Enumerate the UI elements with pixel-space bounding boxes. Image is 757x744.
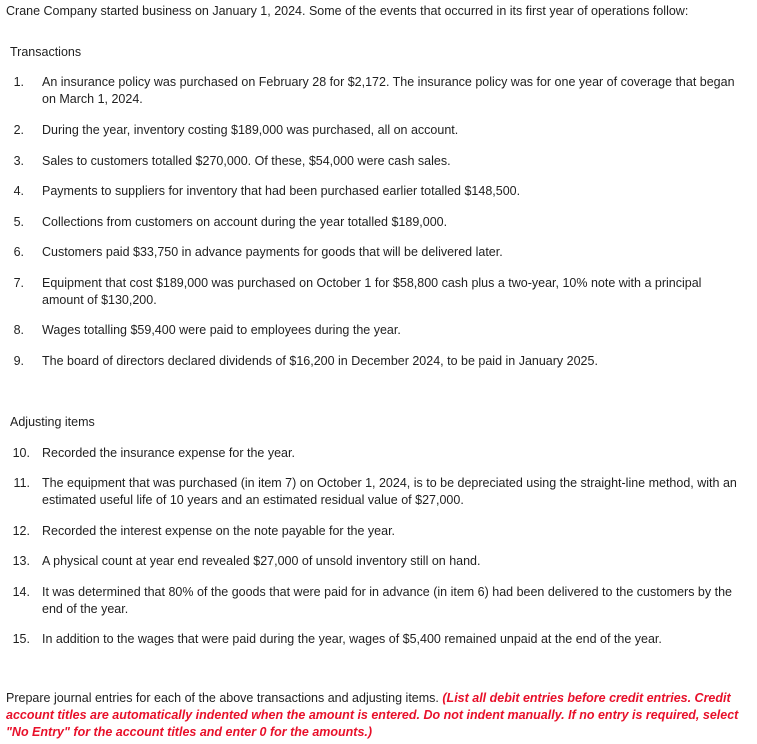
item-text: In addition to the wages that were paid during the year, wages of $5,400 remained unpaid at the end of the year. [42,632,662,646]
item-text: Collections from customers on account during the year totalled $189,000. [42,215,448,229]
item-number: 7. [13,276,24,290]
item-number: 6. [13,245,24,259]
item-number: 10. [12,446,30,460]
item-text: A physical count at year end revealed $27,000 of unsold inventory still on hand. [42,554,481,568]
item-number: 9. [13,354,24,368]
item-number: 3. [13,154,24,168]
transactions-heading: Transactions [10,45,82,59]
item-number: 12. [12,524,30,538]
item-number: 4. [13,184,24,198]
item-text: Customers paid $33,750 in advance payments for goods that will be delivered later. [42,245,503,259]
item-text: An insurance policy was purchased on February 28 for $2,172. The insurance policy was for one year of coverage that began on March 1, 2024. [42,75,735,106]
item-text: Recorded the insurance expense for the year. [42,446,295,460]
item-text: Payments to suppliers for inventory that had been purchased earlier totalled $148,500. [42,184,521,198]
intro-text: Crane Company started business on January 1, 2024. Some of the events that occurred in its first year of operations follow: [6,4,689,18]
item-number: 11. [13,476,30,490]
item-text: The board of directors declared dividends of $16,200 in December 2024, to be paid in January 2025. [42,354,598,368]
item-number: 14. [12,585,30,599]
item-number: 1. [13,75,24,89]
item-text: Equipment that cost $189,000 was purchased on October 1 for $58,800 cash plus a two-year, 10% note with a principal amount of $130,200. [42,276,702,307]
item-number: 15. [12,632,30,646]
instructions-paragraph [6,690,746,741]
item-text: Recorded the interest expense on the note payable for the year. [42,524,396,538]
prepare-prompt: Prepare journal entries for each of the above transactions and adjusting items. [6,691,439,705]
entry-instructions: (List all debit entries before credit entries. Credit account titles are automatically indented when the amount is entered. Do not indent manually. If no entry is required, select "No Entry" for the account titles and enter 0 for the amounts.) [6,691,739,739]
item-number: 5. [13,215,24,229]
item-text: Wages totalling $59,400 were paid to employees during the year. [42,323,401,337]
item-text: It was determined that 80% of the goods that were paid for in advance (in item 6) had been delivered to the customers by the end of the year. [42,585,732,616]
adjusting-heading: Adjusting items [10,415,95,429]
item-number: 2. [13,123,24,137]
item-text: The equipment that was purchased (in item 7) on October 1, 2024, is to be depreciated using the straight-line method, with an estimated useful life of 10 years and an estimated residual value of $27,000. [42,476,737,507]
item-text: Sales to customers totalled $270,000. Of these, $54,000 were cash sales. [42,154,451,168]
item-number: 8. [13,323,24,337]
item-number: 13. [12,554,30,568]
item-text: During the year, inventory costing $189,000 was purchased, all on account. [42,123,459,137]
